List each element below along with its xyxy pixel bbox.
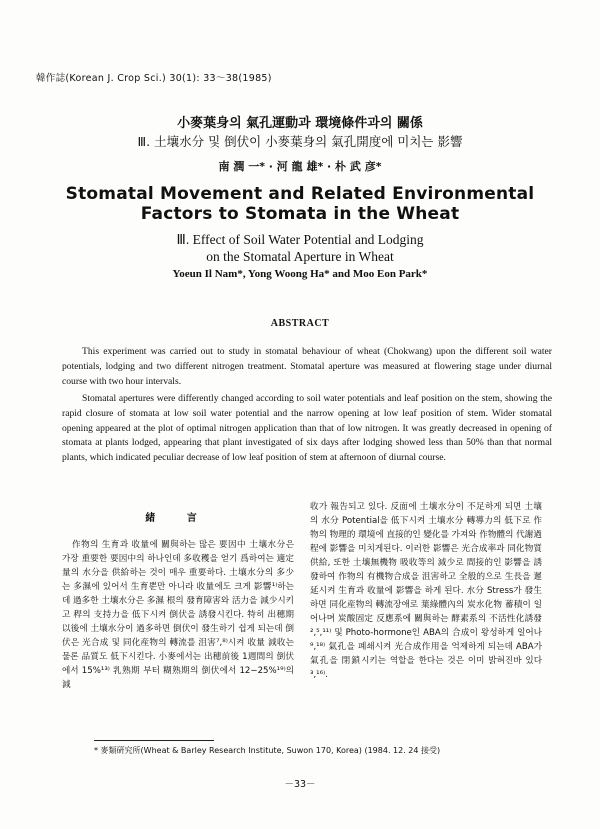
korean-title-line2: Ⅲ. 土壤水分 및 倒伏이 小麥葉身의 氣孔開度에 미치는 影響 [137,134,463,149]
footnote-divider [94,740,214,741]
english-title-line1: Stomatal Movement and Related Environmental [65,184,535,204]
english-subtitle-line2: on the Stomatal Aperture in Wheat [206,249,394,264]
left-column-text: 作物의 生育과 收量에 關與하는 많은 要因中 土壤水分은 가장 重要한 要因中의 하나인데 多收穫을 얻기 爲하여는 適定量의 水分을 供給하는 것이 매우 重要하다. 土壤水分의 多少는 多濕에 있어서 生育뿐만 아니라 收量에도 크게 影響¹⁾하는데 過多한 土壤水分은 多濕 根의 發育障害와 活力을 減少시키고 稈의 支持力을 低下시켜 倒伏을 誘發시킨다. 特히 出穗期 以後에 土壤水分이 過多하면 倒伏이 發生하기 쉽게 되는데 倒伏은 光合成 및 同化産物의 轉流를 沮害⁷,⁸⁾시켜 收量 減收는 물론 品質도 低下시킨다. 小麥에서는 出穗前後 1週間의 倒伏에서 15%¹³⁾ 乳熟期 부터 糊熟期의 倒伏에서 12−25%¹⁹⁾의 減 [62,540,294,690]
english-authors: Yoeun Il Nam*, Yong Woong Ha* and Moo Eon Park* [172,268,428,280]
left-column [62,512,294,692]
footnote: * 麥類硏究所(Wheat & Barley Research Institute, Suwon 170, Korea) (1984. 12. 24 接受) [94,746,441,755]
section-heading-introduction: 緒 言 [145,513,211,524]
english-subtitle-line1: Ⅲ. Effect of Soil Water Potential and Lodging [176,232,424,247]
korean-authors: 南 潤 一* · 河 龍 雄* · 朴 武 彦* [218,160,382,173]
abstract-paragraph-1 [62,345,552,389]
abstract-heading: ABSTRACT [270,318,330,329]
korean-title-line1: 小麥葉身의 氣孔運動과 環境條件과의 關係 [177,116,423,131]
page-number: －33－ [284,779,316,790]
right-column-text: 收가 報告되고 있다. 反面에 土壤水分이 不足하게 되면 土壤의 水分 Potential을 低下시켜 土壤水分 轉導力의 低下로 作物의 物理的 環境에 直接的인 變化를 가져와 作物體의 代謝過程에 影響을 미치게된다. 이러한 影響은 光合成率과 同化物質 供給, 또한 土壤無機物 吸收等의 減少로 間接的인 影響을 誘發하여 作物의 有機物合成을 沮害하고 全般的으로 生長을 遲延시켜 生育과 收量에 影響을 하게 된다. 水分 Stress가 發生하면 同化産物의 轉流장애로 葉綠體內의 炭水化物 蓄積이 일어나며 炭酸固定 反應系에 關與하는 酵素系의 不活性化誘發²,⁵,¹¹⁾ 및 Photo-hormone인 ABA의 合成이 왕성하게 일어나⁹,¹⁸⁾ 氣孔을 폐쇄시켜 光合成作用을 억제하게 되는데 ABA가 氣孔을 閉鎖시키는 역할을 한다는 것은 이미 밝혀진바 있다³,¹⁶⁾. [310,502,542,680]
abstract-paragraph-2 [62,392,552,466]
english-title-line2: Factors to Stomata in the Wheat [140,204,460,224]
abstract-text-2: Stomatal apertures were differently changed according to soil water potentials and leaf position on the stem, showing the rapid closure of stomata at low soil water potential and the narrow opening at low leaf position of stem. Wider stomatal opening appeared at the plot of optimal nitrogen application than that of low nitrogen. It was greatly decreased in opening of stomata at plants lodged, appearing that plant investigated of six days after lodging showed less than 50% than that normal plants, which indicated peculiar decrease of low leaf position of stem at afternoon of diurnal course. [62,393,552,464]
journal-reference: 韓作誌(Korean J. Crop Sci.) 30(1): 33～38(1985) [36,73,272,84]
abstract-text-1: This experiment was carried out to study in stomatal behaviour of wheat (Chokwang) upon the different soil water potentials, lodging and two different nitrogen treatment. Stomatal aperture was measured at flowering stage under diurnal course with two hour intervals. [62,346,552,387]
right-column [310,500,542,682]
